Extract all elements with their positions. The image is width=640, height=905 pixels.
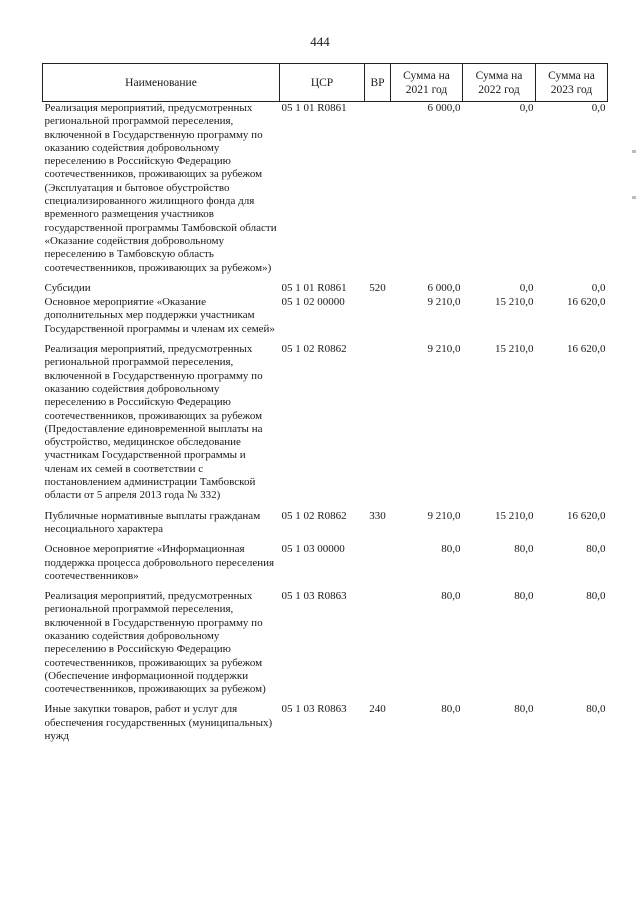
row-csr: 05 1 01 R0861 (281, 281, 347, 294)
row-sum-2022: 0,0 (519, 281, 534, 294)
header-sum-2021: Сумма на 2021 год (391, 64, 463, 102)
row-sum-2023: 80,0 (586, 703, 606, 716)
scan-edge-mark (632, 150, 636, 153)
row-sum-2023: 16 620,0 (567, 343, 606, 356)
row-sum-2022: 15 210,0 (495, 296, 534, 309)
row-sum-2022: 15 210,0 (495, 343, 534, 356)
header-name: Наименование (43, 64, 280, 102)
row-sum-2021: 9 210,0 (427, 296, 461, 309)
row-vr (365, 343, 391, 504)
header-sum-2022: Сумма на 2022 год (463, 64, 536, 102)
table-row (43, 590, 608, 697)
row-sum-2022: 15 210,0 (495, 509, 534, 522)
row-vr (365, 590, 391, 697)
row-sum-2023: 16 620,0 (567, 509, 606, 522)
row-name: Иные закупки товаров, работ и услуг для обеспечения государственных (муниципальных) нужд (44, 703, 273, 743)
row-vr: 330 (369, 509, 386, 522)
row-sum-2023: 0,0 (591, 281, 606, 294)
table-row (43, 343, 608, 504)
scan-edge-mark (632, 196, 636, 199)
row-name: Основное мероприятие «Оказание дополнительных мер поддержки участникам Государственной программы и членам их семей» (44, 296, 275, 335)
row-csr: 05 1 03 R0863 (281, 590, 347, 603)
row-sum-2021: 80,0 (441, 703, 461, 716)
budget-table (42, 63, 608, 744)
table-row (43, 296, 608, 337)
row-csr: 05 1 02 R0862 (281, 509, 347, 522)
table-row (43, 543, 608, 584)
row-csr: 05 1 01 R0861 (281, 102, 347, 114)
row-name: Публичные нормативные выплаты гражданам несоциального характера (44, 509, 261, 535)
row-sum-2022: 80,0 (514, 590, 534, 603)
table-row (43, 703, 608, 744)
row-vr (365, 543, 391, 584)
row-name: Реализация мероприятий, предусмотренных региональной программой переселения, включенной в Государственную программу по оказанию содействия добровольному переселению в Российскую Федерацию соотечественников, проживающих за рубежом (Обеспечение информационной поддержки соотечественников, проживающих за рубежом) (44, 590, 266, 696)
row-csr: 05 1 03 R0863 (281, 703, 347, 716)
row-sum-2021: 9 210,0 (427, 343, 461, 356)
row-sum-2023: 80,0 (586, 590, 606, 603)
row-sum-2021: 80,0 (441, 590, 461, 603)
row-name: Реализация мероприятий, предусмотренных региональной программой переселения, включенной в Государственную программу по оказанию содействия добровольному переселению в Российскую Федерацию соотечественников, проживающих за рубежом (Эксплуатация и бытовое обустройство специализированного жилищного фонда для временного размещения участников государственной программы Тамбовской области «Оказание содействия добровольному переселению в Тамбовскую область соотечественников, проживающих за рубежом») (44, 102, 277, 274)
row-name: Реализация мероприятий, предусмотренных региональной программой переселения, включенной в Государственную программу по оказанию содействия добровольному переселению в Российскую Федерацию соотечественников, проживающих за рубежом (Предоставление единовременной выплаты на обустройство, медицинское обследование участникам Государственной программы и членам их семей в соответствии с постановлением администрации Тамбовской области от 5 апреля 2013 года № 332) (44, 343, 263, 502)
row-name: Субсидии (44, 281, 91, 294)
header-vr: ВР (365, 64, 391, 102)
row-sum-2023: 80,0 (586, 543, 606, 556)
row-sum-2021: 6 000,0 (427, 281, 461, 294)
row-sum-2022: 80,0 (514, 703, 534, 716)
row-vr: 240 (369, 703, 386, 716)
row-sum-2022: 0,0 (519, 102, 534, 114)
row-vr (365, 102, 391, 276)
header-csr: ЦСР (280, 64, 365, 102)
row-sum-2022: 80,0 (514, 543, 534, 556)
row-sum-2021: 6 000,0 (427, 102, 461, 114)
table-row (43, 510, 608, 538)
row-name: Основное мероприятие «Информационная поддержка процесса добровольного переселения соотечественников» (44, 543, 275, 582)
row-vr: 520 (369, 281, 386, 294)
row-sum-2021: 9 210,0 (427, 509, 461, 522)
row-csr: 05 1 03 00000 (281, 543, 345, 556)
row-sum-2021: 80,0 (441, 543, 461, 556)
row-csr: 05 1 02 R0862 (281, 343, 347, 356)
row-sum-2023: 16 620,0 (567, 296, 606, 309)
table-row (43, 102, 608, 276)
table-header-row (43, 64, 608, 102)
table-row (43, 282, 608, 296)
row-vr (365, 296, 391, 337)
header-sum-2023: Сумма на 2023 год (536, 64, 608, 102)
row-csr: 05 1 02 00000 (281, 296, 345, 309)
row-sum-2023: 0,0 (591, 102, 606, 114)
page-number: 444 (310, 34, 330, 49)
